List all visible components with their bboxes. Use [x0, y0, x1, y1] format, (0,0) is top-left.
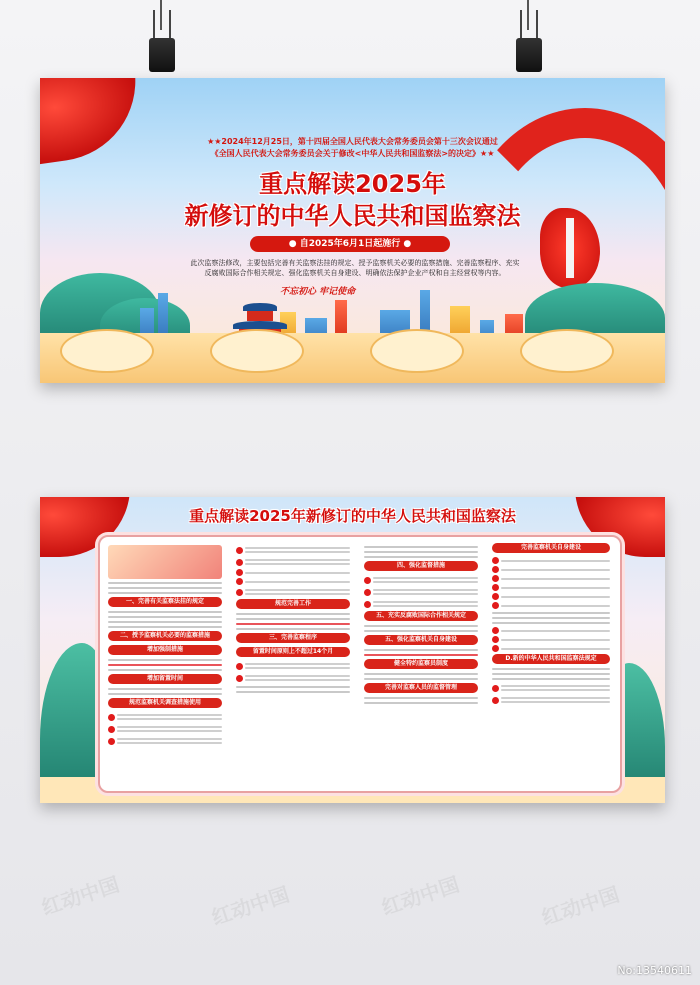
watermark: 红动中国 [538, 882, 623, 930]
calligraphy-slogan: 不忘初心 牢记使命 [280, 287, 356, 297]
poster-title-line-2: 新修订的中华人民共和国监察法 [184, 202, 521, 230]
binder-clip-left [145, 0, 179, 78]
content-column-3 [360, 543, 482, 785]
board2-title: 重点解读2025年新修订的中华人民共和国监察法 [189, 507, 516, 525]
content-column-1 [104, 543, 226, 785]
poster-board-top [40, 78, 665, 383]
effective-date-banner: ● 自2025年6月1日起施行 ● [250, 236, 450, 252]
section-header: 完善对监察人员的监督管理 [364, 683, 478, 693]
section-header: 四、强化监督措施 [364, 561, 478, 571]
section-header: 五、充实反腐败国际合作相关规定 [364, 611, 478, 621]
section-header: 健全特约监察员制度 [364, 659, 478, 669]
auspicious-clouds [40, 333, 665, 383]
poster-title-line-1: 重点解读2025年 [259, 170, 446, 198]
watermark: 红动中国 [378, 872, 463, 920]
section-header: 二、授予监察机关必要的监察措施 [108, 631, 222, 641]
watermark: 红动中国 [38, 872, 123, 920]
section-header: D.新的中华人民共和国监察法规定 [492, 654, 610, 664]
header-line-1: ★★2024年12月25日，第十四届全国人民代表大会常务委员会第十三次会议通过 [207, 137, 498, 146]
section-header: 增加强制措施 [108, 645, 222, 655]
section-header: 一、完善有关监察法挂的规定 [108, 597, 222, 607]
section-header: 完善监察机关自身建设 [492, 543, 610, 553]
section-header: 五、强化监察机关自身建设 [364, 635, 478, 645]
section-header: 规范完善工作 [236, 599, 350, 609]
section-header: 增加留置时间 [108, 674, 222, 684]
body-line-1: 此次监察法修改，主要包括完善有关监察法挂的规定、授予监察机关必要的监察措施、完善监察程序、充实 [190, 259, 520, 267]
binder-clip-right [512, 0, 546, 78]
watermark: 红动中国 [208, 882, 293, 930]
content-panel [98, 535, 622, 793]
content-column-4 [488, 543, 614, 785]
section-header: 规范监察机关调查措施使用 [108, 698, 222, 708]
section-header: 三、完善监察程序 [236, 633, 350, 643]
mini-poster-image [108, 545, 222, 579]
image-id-label: No:13540611 [617, 964, 692, 977]
poster-board-bottom [40, 497, 665, 803]
section-header: 留置时间原则上不超过14个月 [236, 647, 350, 657]
content-column-2 [232, 543, 354, 785]
body-line-2: 反腐败国际合作相关规定、强化监察机关自身建设、明确依法保护企业产权和自主经营权等内容。 [204, 269, 506, 277]
header-line-2: 《全国人民代表大会常务委员会关于修改<中华人民共和国监察法>的决定》★★ [210, 149, 495, 158]
